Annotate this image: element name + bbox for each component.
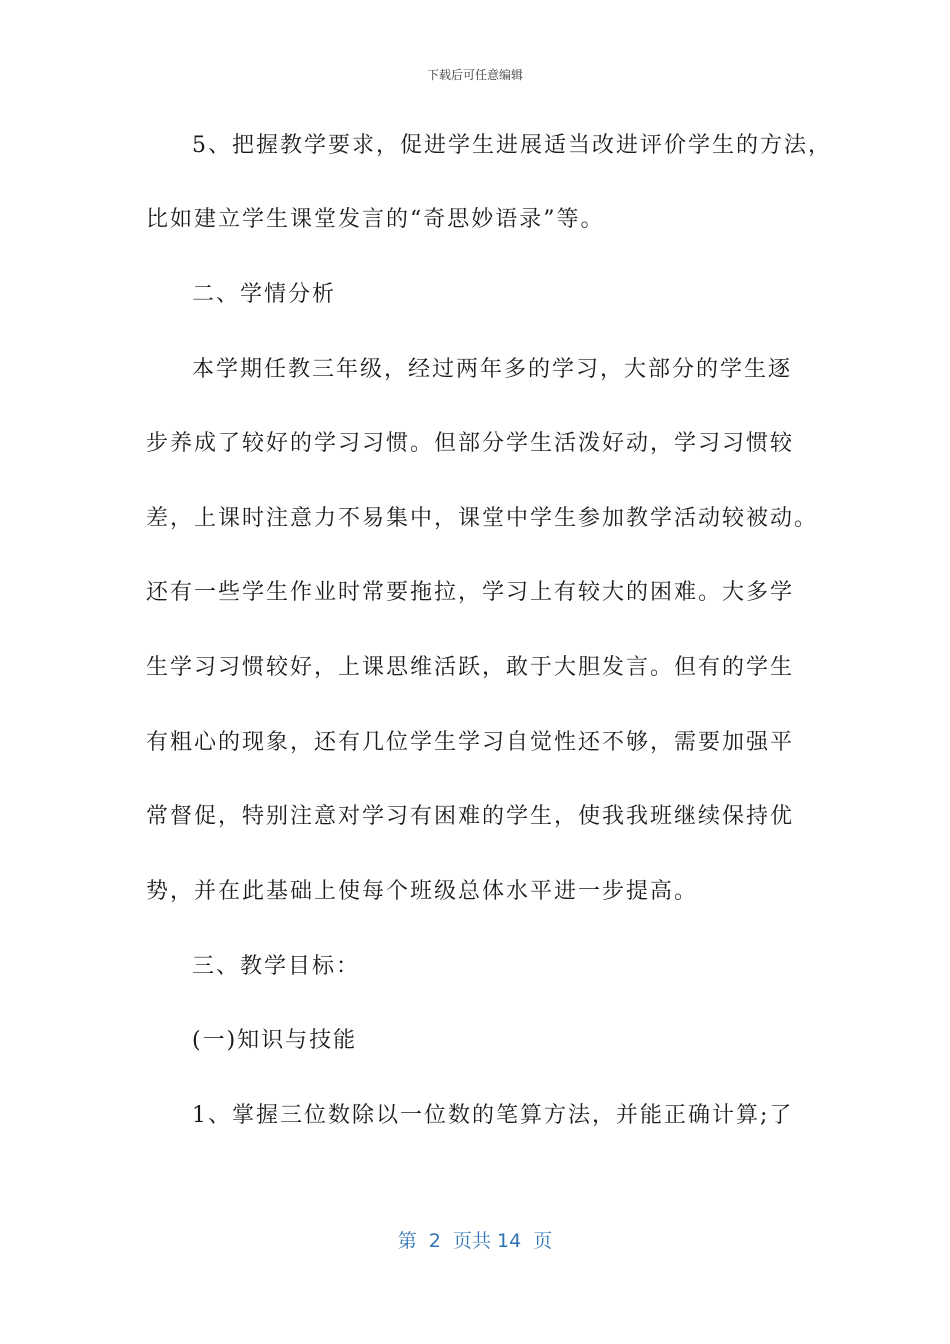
- text-line: 步养成了较好的学习习惯。但部分学生活泼好动，学习习惯较: [146, 431, 795, 456]
- text-line: 5、把握教学要求，促进学生进展适当改进评价学生的方法，: [192, 133, 832, 158]
- text-line: 本学期任教三年级，经过两年多的学习，大部分的学生逐: [192, 357, 793, 382]
- text-line: 有粗心的现象，还有几位学生学习自觉性还不够，需要加强平: [146, 730, 795, 755]
- text-line: 比如建立学生课堂发言的“奇思妙语录”等。: [146, 207, 605, 232]
- text-line: 势，并在此基础上使每个班级总体水平进一步提高。: [146, 879, 699, 904]
- text-line: 常督促，特别注意对学习有困难的学生，使我我班继续保持优: [146, 804, 795, 829]
- header-note: 下载后可任意编辑: [426, 68, 523, 82]
- text-line: 生学习习惯较好，上课思维活跃，敢于大胆发言。但有的学生: [146, 655, 795, 680]
- section-heading: 三、教学目标：: [192, 954, 361, 979]
- text-line: 差，上课时注意力不易集中，课堂中学生参加教学活动较被动。: [146, 506, 819, 531]
- text-line: 1、掌握三位数除以一位数的笔算方法，并能正确计算;了: [192, 1103, 794, 1128]
- page-number: 第 2 页共 14 页: [397, 1230, 553, 1252]
- section-heading: 二、学情分析: [192, 282, 337, 307]
- subsection-heading: (一)知识与技能: [192, 1028, 358, 1053]
- text-line: 还有一些学生作业时常要拖拉，学习上有较大的困难。大多学: [146, 580, 795, 605]
